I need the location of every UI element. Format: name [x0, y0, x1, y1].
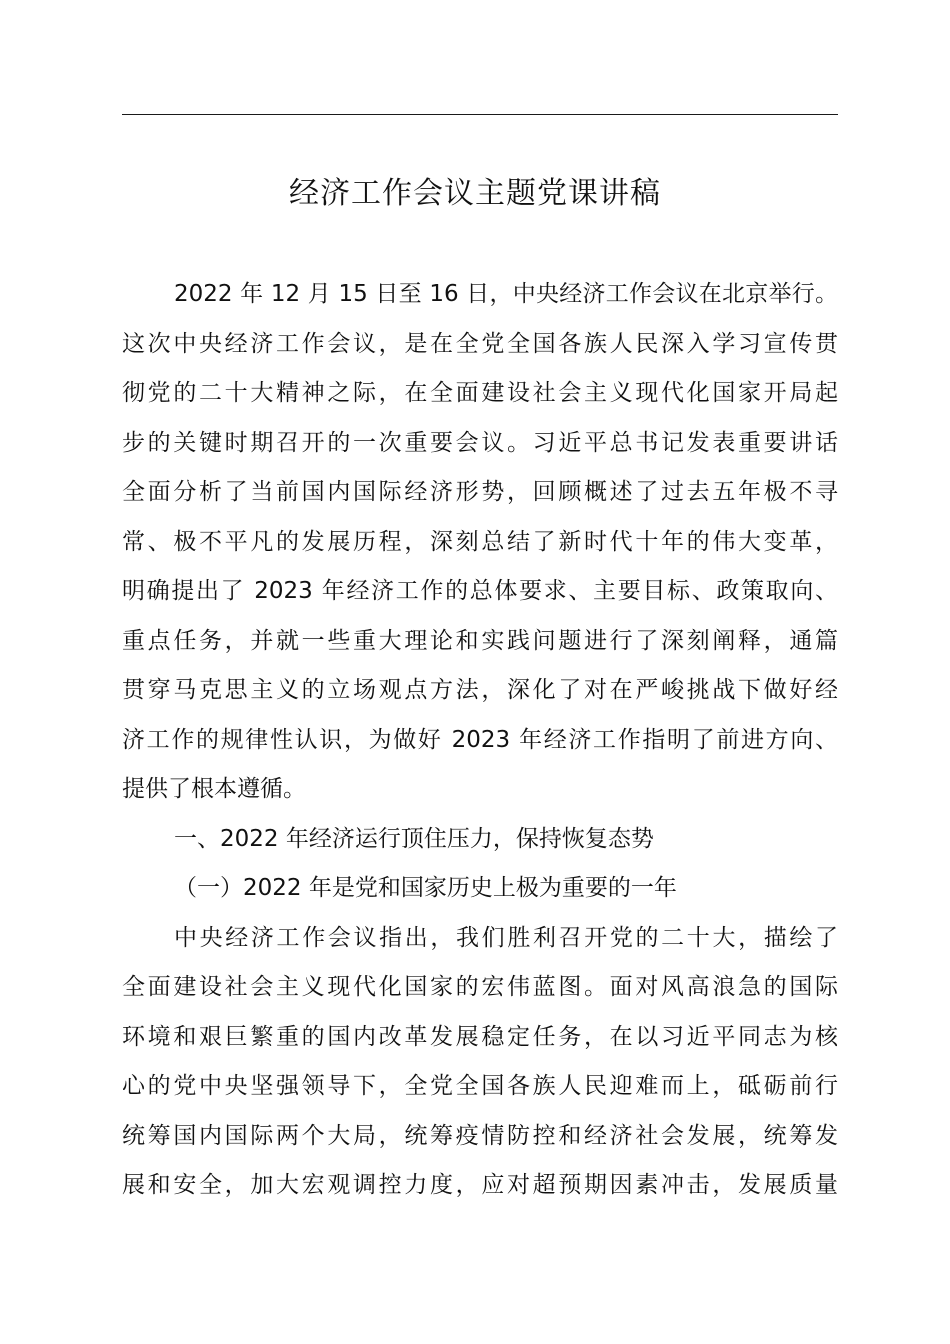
paragraph-line: 彻党的二十大精神之际，在全面建设社会主义现代化国家开局起 [122, 380, 838, 406]
paragraph-line: 环境和艰巨繁重的国内改革发展稳定任务，在以习近平同志为核 [122, 1023, 838, 1050]
paragraph-line: 提供了根本遵循。 [122, 776, 306, 802]
paragraph-line: 步的关键时期召开的一次重要会议。习近平总书记发表重要讲话 [122, 429, 838, 456]
paragraph-line: 济工作的规律性认识，为做好 2023 年经济工作指明了前进方向、 [122, 726, 838, 753]
paragraph-line: 贯穿马克思主义的立场观点方法，深化了对在严峻挑战下做好经 [122, 677, 838, 703]
paragraph-line: 重点任务，并就一些重大理论和实践问题进行了深刻阐释，通篇 [122, 627, 838, 654]
header-rule [122, 114, 838, 115]
paragraph-line: 这次中央经济工作会议，是在全党全国各族人民深入学习宣传贯 [122, 330, 838, 357]
document-title: 经济工作会议主题党课讲稿 [289, 176, 661, 211]
paragraph-line: 常、极不平凡的发展历程，深刻总结了新时代十年的伟大变革， [122, 528, 838, 555]
paragraph-line: 心的党中央坚强领导下，全党全国各族人民迎难而上，砥砺前行 [122, 1073, 838, 1099]
paragraph-line: 全面建设社会主义现代化国家的宏伟蓝图。面对风高浪急的国际 [122, 974, 838, 1000]
paragraph-line: 展和安全，加大宏观调控力度，应对超预期因素冲击，发展质量 [122, 1172, 838, 1198]
paragraph-line: 统筹国内国际两个大局，统筹疫情防控和经济社会发展，统筹发 [122, 1122, 838, 1149]
section-heading: 一、2022 年经济运行顶住压力，保持恢复态势 [174, 825, 654, 852]
paragraph-line: 2022 年 12 月 15 日至 16 日，中央经济工作会议在北京举行。 [174, 281, 838, 307]
document-body [122, 270, 838, 1211]
paragraph-line: 中央经济工作会议指出，我们胜利召开党的二十大，描绘了 [174, 924, 838, 951]
paragraph-line: 明确提出了 2023 年经济工作的总体要求、主要目标、政策取向、 [122, 578, 838, 604]
paragraph-line: 全面分析了当前国内国际经济形势，回顾概述了过去五年极不寻 [122, 479, 838, 505]
subsection-heading: （一）2022 年是党和国家历史上极为重要的一年 [174, 875, 677, 901]
